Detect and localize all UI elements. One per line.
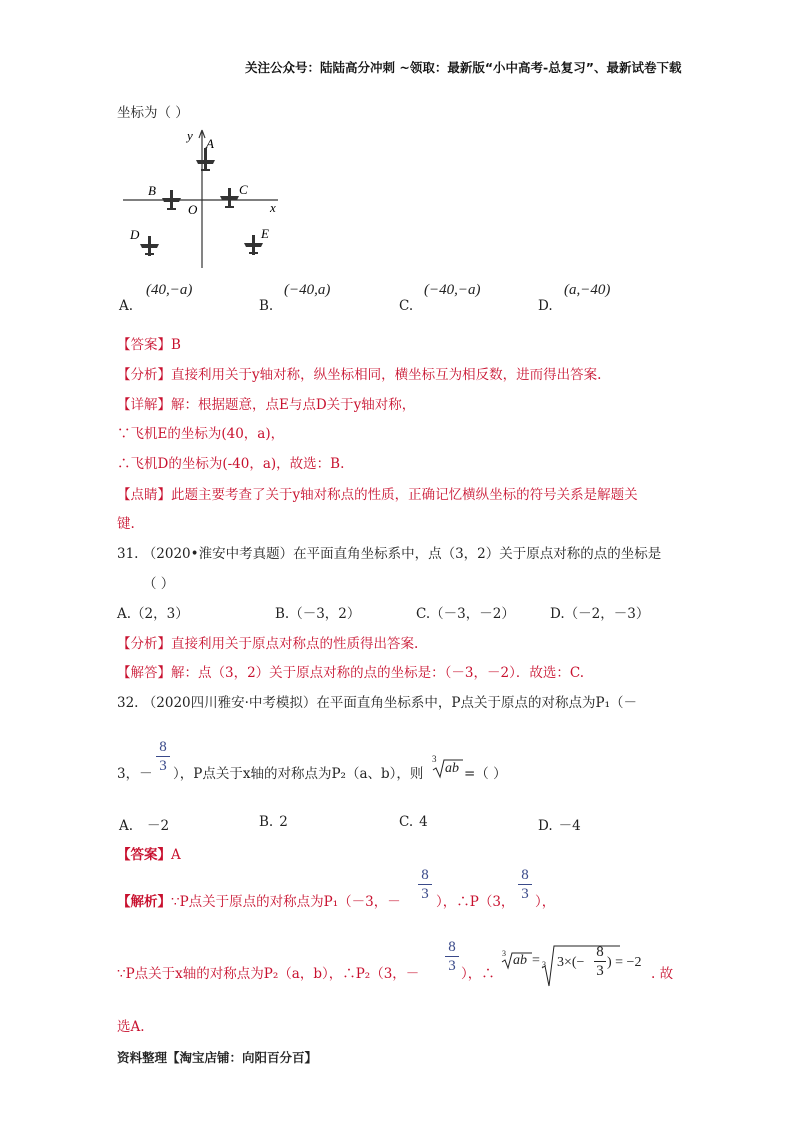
comment-text: 此题主要考查了关于y轴对称点的性质，正确记忆横纵坐标的符号关系是解题关 xyxy=(171,487,638,503)
point-b-label: B xyxy=(148,183,156,198)
axis-y-label: y xyxy=(187,128,193,143)
origin-label: O xyxy=(188,202,198,217)
q32-option-a: A. －2 xyxy=(119,818,170,834)
q32-option-b: B. 2 xyxy=(259,814,288,830)
q30-detail-line-2: ∴飞机D的坐标为(-40，a)，故选：B. xyxy=(117,456,345,472)
answer-label: 【答案】 xyxy=(117,337,171,353)
q30-answer xyxy=(117,333,181,353)
q30-option-a-value: (40,−a) xyxy=(146,282,193,298)
q32-sol-frac-3: 8 3 xyxy=(445,939,459,974)
q32-solution-line-1b: ），∴P（3， xyxy=(436,894,515,910)
plane-icon-b xyxy=(162,190,181,210)
q32-line2-a: 3，－ xyxy=(117,766,153,782)
q32-fraction: 8 3 xyxy=(156,739,170,774)
q32-cube-root xyxy=(432,754,464,783)
q31-option-a: A.（2，3） xyxy=(117,606,189,622)
page-footer: 资料整理【淘宝店铺：向阳百分百】 xyxy=(117,1050,318,1065)
q31-solution: 【解答】解：点（3，2）关于原点对称的点的坐标是：（－3，－2）．故选：C. xyxy=(117,665,584,681)
q31-option-b: B.（－3，2） xyxy=(275,606,361,622)
plane-icon-a xyxy=(196,148,215,171)
q31-option-c: C.（－3，－2） xyxy=(416,606,515,622)
detail-text: 解：根据题意，点E与点D关于y轴对称， xyxy=(171,397,416,413)
q30-option-a-letter: A. xyxy=(119,298,134,314)
plane-icon-d xyxy=(140,236,159,256)
point-a-label: A xyxy=(206,136,214,151)
answer-value: B xyxy=(171,337,181,353)
point-c-label: C xyxy=(239,182,248,197)
q31-blank: （ ） xyxy=(143,576,175,592)
q31-stem: 31. （2020•淮安中考真题）在平面直角坐标系中，点（3，2）关于原点对称的点的坐标是 xyxy=(117,546,662,562)
q32-solution-line-2b: ），∴ xyxy=(461,966,495,982)
q30-option-d-value: (a,−40) xyxy=(564,282,611,298)
q30-option-b-value: (−40,a) xyxy=(284,282,331,298)
q32-solution-line-2-tail: . 故 xyxy=(651,966,674,982)
q30-comment-line-2: 键. xyxy=(117,516,135,532)
q32-solution-line-2: ∵P点关于x轴的对称点为P₂（a，b），∴P₂（3，－ xyxy=(117,966,420,982)
plane-icon-c xyxy=(220,188,239,208)
q32-stem: 32. （2020四川雅安·中考模拟）在平面直角坐标系中，P点关于原点的对称点为P₁（－ xyxy=(117,695,637,711)
q30-comment xyxy=(117,483,638,503)
q32-line2-c: =（ ） xyxy=(464,766,507,782)
q30-option-d-letter: D. xyxy=(538,298,553,314)
q32-solution-line-1c: ）， xyxy=(535,894,556,910)
q30-option-c-value: (−40,−a) xyxy=(424,282,481,298)
point-d-label: D xyxy=(130,227,140,242)
q30-option-b-letter: B. xyxy=(259,298,274,314)
detail-label: 【详解】 xyxy=(117,397,171,413)
root-index: 3 xyxy=(432,754,437,764)
comment-label: 【点睛】 xyxy=(117,487,171,503)
q32-sol-frac-1: 8 3 xyxy=(418,867,432,902)
q30-option-c-letter: C. xyxy=(399,298,414,314)
q30-stem-tail: 坐标为（ ） xyxy=(117,105,189,121)
q32-solution-line-1: 【解析】∵P点关于原点的对称点为P₁（－3，－ xyxy=(117,894,401,910)
q31-analysis: 【分析】直接利用关于原点对称点的性质得出答案. xyxy=(117,636,419,652)
q32-solution-line-3: 选A. xyxy=(117,1019,145,1035)
q32-sol-frac-2: 8 3 xyxy=(518,867,532,902)
q32-root-expression: 3 ab = 3 3×(− 8 3 ) = −2 xyxy=(500,944,650,988)
coordinate-figure xyxy=(118,126,288,271)
axis-x-label: x xyxy=(270,200,276,215)
q30-detail xyxy=(117,393,415,413)
q32-option-d: D. －4 xyxy=(538,818,581,834)
q30-detail-line-1: ∵飞机E的坐标为(40，a)， xyxy=(117,426,285,442)
analysis-text: 直接利用关于y轴对称，纵坐标相同，横坐标互为相反数，进而得出答案. xyxy=(171,367,602,383)
q30-analysis xyxy=(117,363,601,383)
root-body: ab xyxy=(445,761,459,776)
analysis-label: 【分析】 xyxy=(117,367,171,383)
point-e-label: E xyxy=(261,226,269,241)
page-header: 关注公众号：陆陆高分冲刺 ~领取：最新版“小中高考-总复习”、最新试卷下载 xyxy=(245,60,682,75)
q31-option-d: D.（－2，－3） xyxy=(550,606,650,622)
q32-option-c: C. 4 xyxy=(399,814,428,830)
q32-answer: 【答案】A xyxy=(117,847,181,863)
q32-line2-b: ），P点关于x轴的对称点为P₂（a、b），则 xyxy=(173,766,424,782)
